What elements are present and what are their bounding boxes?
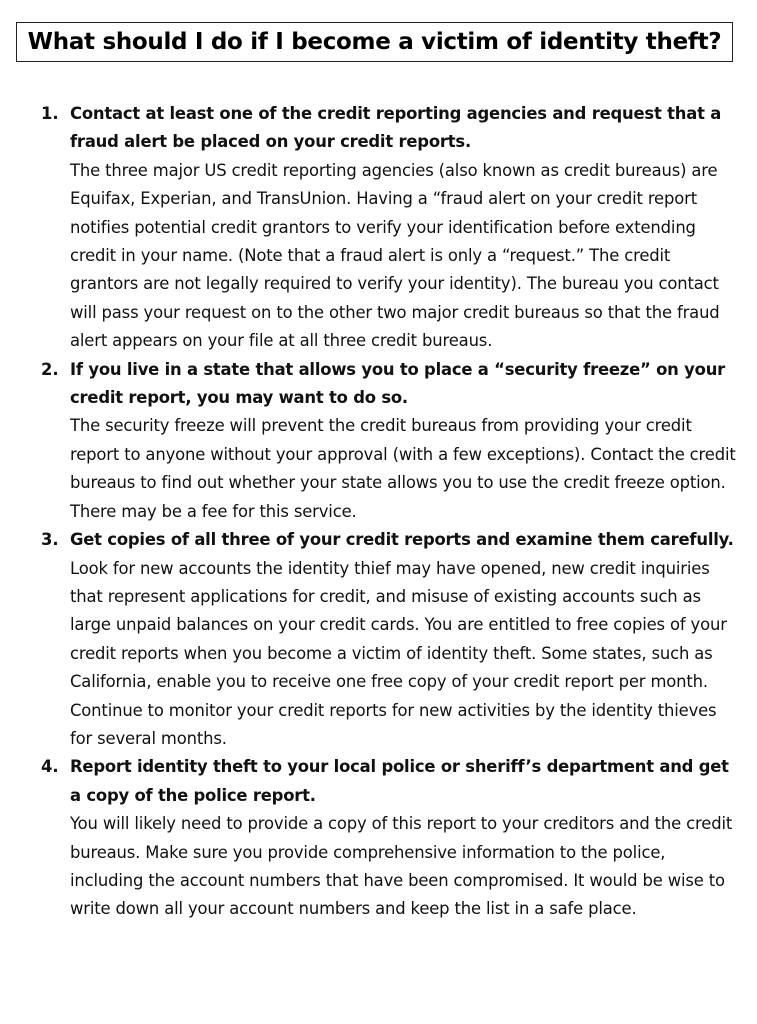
item-body: Look for new accounts the identity thief may have opened, new credit inquiries that represent applications for credit, and misuse of existing accounts such as large unpaid balances on your credit cards. You are entitled to free copies of your credit reports when you become a victim of identity theft. Some states, such as California, enable you to receive one free copy of your credit report per month. Continue to monitor your credit reports for new activities by the identity thieves for several months. [70, 558, 727, 748]
list-item-3 [0, 526, 757, 753]
item-heading: Report identity theft to your local police or sheriff’s department and get a copy of the police report. [70, 757, 729, 805]
item-number: 1. [41, 104, 59, 123]
item-body: You will likely need to provide a copy of this report to your creditors and the credit bureaus. Make sure you provide comprehensive information to the police, including the account numbers that have been compromised. It would be wise to write down all your account numbers and keep the list in a safe place. [70, 814, 733, 919]
item-heading: Get copies of all three of your credit reports and examine them carefully. [70, 530, 734, 550]
list-item-2 [0, 356, 757, 526]
item-heading: Contact at least one of the credit reporting agencies and request that a fraud alert be placed on your credit reports. [70, 104, 722, 152]
item-number: 3. [41, 530, 59, 550]
title-box [16, 22, 733, 62]
item-number: 2. [41, 359, 59, 379]
item-body: The security freeze will prevent the credit bureaus from providing your credit report to anyone without your approval (with a few exceptions). Contact the credit bureaus to find out whether your state allows you to use the credit freeze option. There may be a fee for this service. [70, 416, 736, 521]
steps-list [0, 100, 757, 924]
item-number: 4. [41, 757, 59, 777]
page-title: What should I do if I become a victim of identity theft? [27, 29, 722, 55]
item-body: The three major US credit reporting agencies (also known as credit bureaus) are Equifax, Experian, and TransUnion. Having a “fraud alert on your credit report notifies potential credit grantors to verify your identification before extending credit in your name. (Note that a fraud alert is only a “request.” The credit grantors are not legally required to verify your identity). The bureau you contact will pass your request on to the other two major credit bureaus so that the fraud alert appears on your file at all three credit bureaus. [70, 160, 720, 351]
list-item-1 [0, 100, 757, 356]
item-heading: If you live in a state that allows you to place a “security freeze” on your credit report, you may want to do so. [70, 359, 726, 408]
list-item-4 [0, 753, 757, 923]
